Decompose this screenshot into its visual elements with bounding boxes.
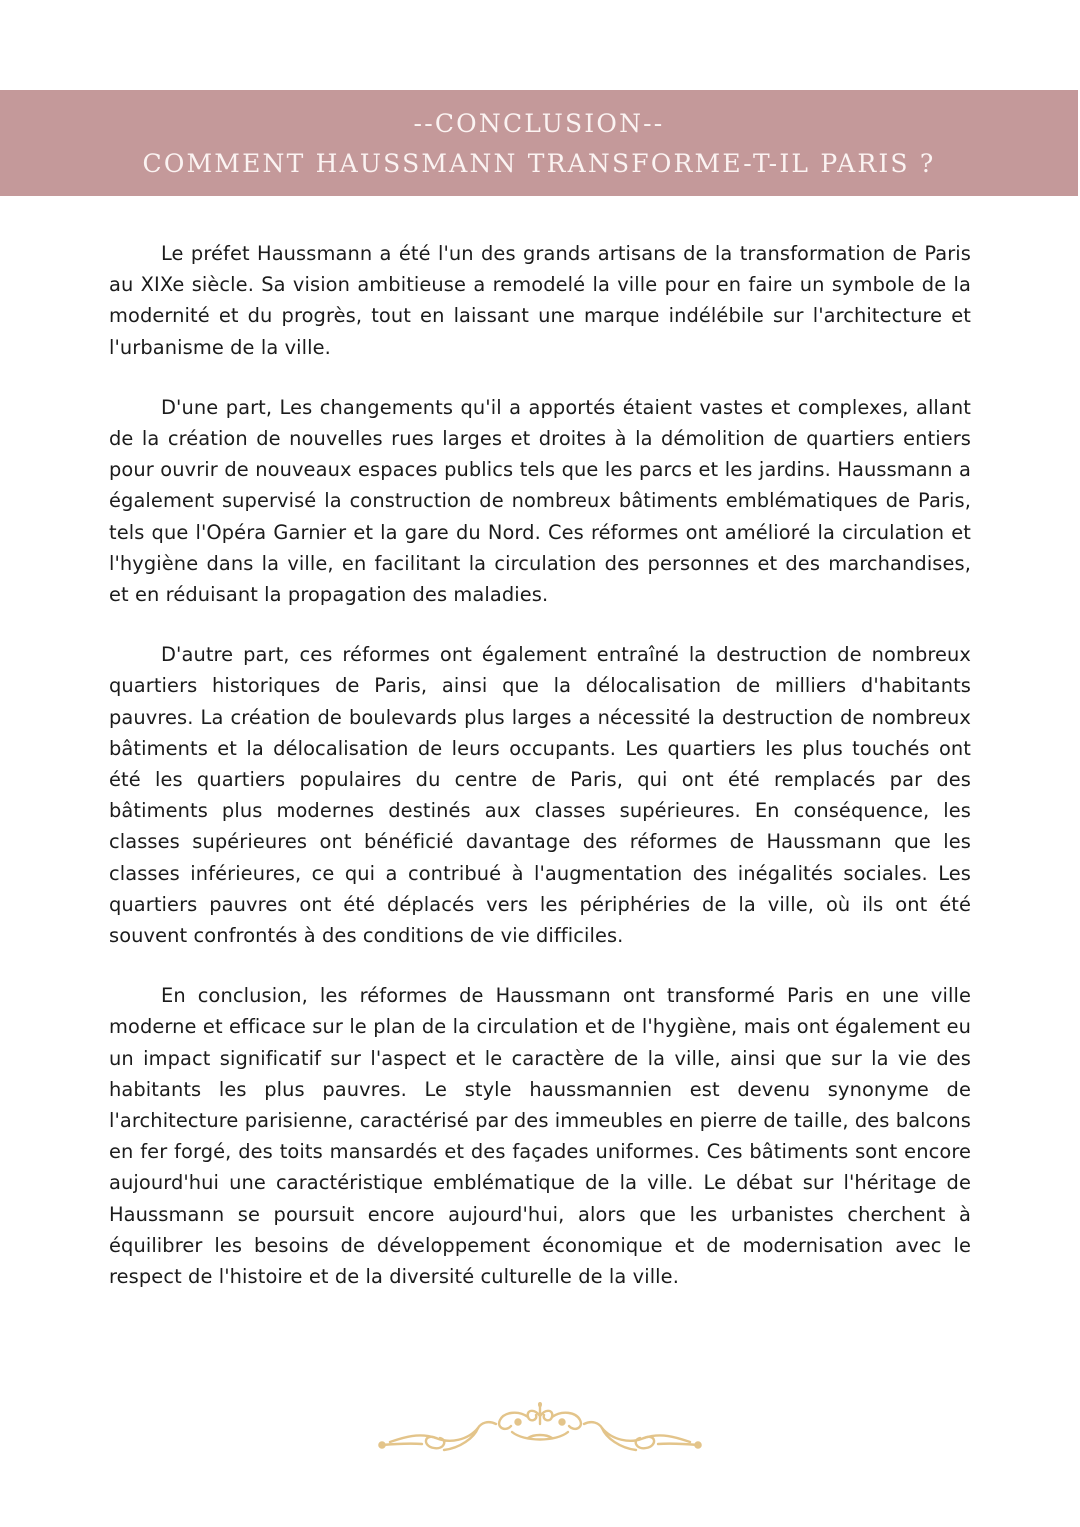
body-text (109, 238, 971, 1321)
paragraph-first-part: D'une part, Les changements qu'il a apportés étaient vastes et complexes, allant de la création de nouvelles rues larges et droites à la démolition de quartiers entiers pour ouvrir de nouveaux espaces publics tels que les parcs et les jardins. Haussmann a également supervisé la construction de nombreux bâtiments emblématiques de Paris, tels que l'Opéra Garnier et la gare du Nord. Ces réformes ont amélioré la circulation et l'hygiène dans la ville, en facilitant la circulation des personnes et des marchandises, et en réduisant la propagation des maladies. (109, 395, 971, 607)
flourish-ornament-icon (378, 1398, 702, 1460)
paragraph-conclusion: En conclusion, les réformes de Haussmann ont transformé Paris en une ville moderne et efficace sur le plan de la circulation et de l'hygiène, mais ont également eu un impact significatif sur l'aspect et le caractère de la ville, ainsi que sur la vie des habitants les plus pauvres. Le style haussmannien est devenu synonyme de l'architecture parisienne, caractérisé par des immeubles en pierre de taille, des balcons en fer forgé, des toits mansardés et des façades uniformes. Ces bâtiments sont encore aujourd'hui une caractéristique emblématique de la ville. Le débat sur l'héritage de Haussmann se poursuit encore aujourd'hui, alors que les urbanistes cherchent à équilibrer les besoins de développement économique et de modernisation avec le respect de l'histoire et de la diversité culturelle de la ville. (109, 984, 971, 1289)
banner-conclusion-label: --CONCLUSION-- (413, 109, 665, 138)
title-banner (0, 90, 1078, 196)
page-title: COMMENT HAUSSMANN TRANSFORME-T-IL PARIS ? (142, 149, 936, 178)
paragraph-intro: Le préfet Haussmann a été l'un des grands artisans de la transformation de Paris au XIXe siècle. Sa vision ambitieuse a remodelé la ville pour en faire un symbole de la modernité et du progrès, tout en laissant une marque indélébile sur l'architecture et l'urbanisme de la ville. (109, 242, 971, 359)
paragraph-second-part: D'autre part, ces réformes ont également entraîné la destruction de nombreux quartiers historiques de Paris, ainsi que la délocalisation de milliers d'habitants pauvres. La création de boulevards plus larges a nécessité la destruction de nombreux bâtiments et la délocalisation de leurs occupants. Les quartiers les plus touchés ont été les quartiers populaires du centre de Paris, qui ont été remplacés par des bâtiments plus modernes destinés aux classes supérieures. En conséquence, les classes supérieures ont bénéficié davantage des réformes de Haussmann que les classes inférieures, ce qui a contribué à l'augmentation des inégalités sociales. Les quartiers pauvres ont été déplacés vers les périphéries de la ville, où ils ont été souvent confrontés à des conditions de vie difficiles. (109, 643, 971, 948)
